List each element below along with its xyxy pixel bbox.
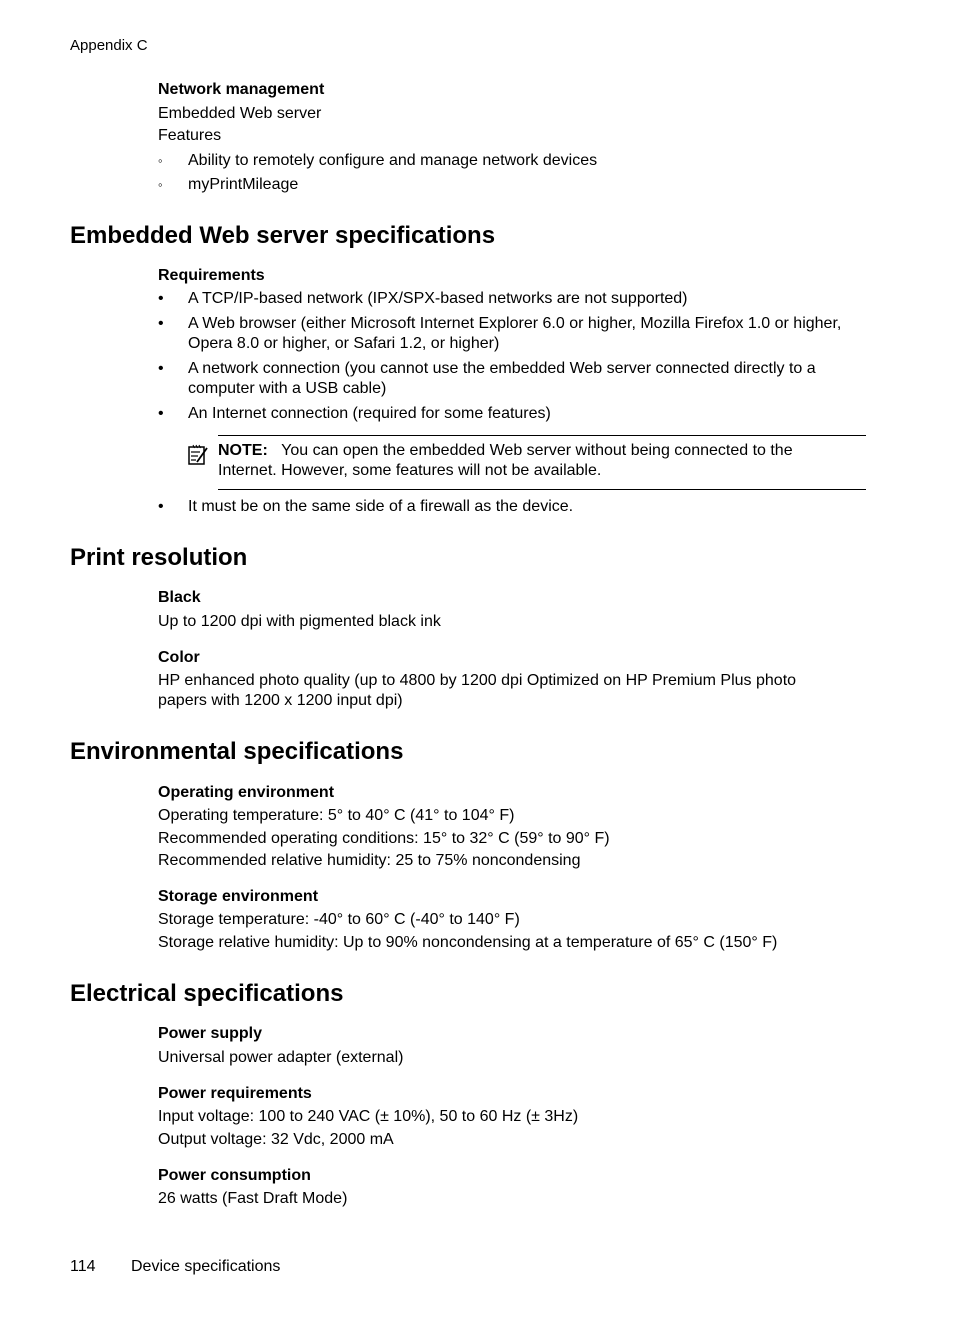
heading-ews-specifications: Embedded Web server specifications: [70, 222, 496, 249]
list-item: • A TCP/IP-based network (IPX/SPX-based networks are not supported): [158, 290, 688, 307]
operating-line: Recommended relative humidity: 25 to 75% noncondensing: [158, 852, 581, 869]
operating-line: Recommended operating conditions: 15° to 32° C (59° to 90° F): [158, 830, 610, 847]
list-item: • It must be on the same side of a firewall as the device.: [158, 498, 574, 515]
storage-environment-label: Storage environment: [158, 888, 319, 905]
operating-line: Operating temperature: 5° to 40° C (41° to 104° F): [158, 807, 515, 824]
black-label: Black: [158, 589, 201, 606]
heading-print-resolution: Print resolution: [70, 544, 248, 571]
list-item: • An Internet connection (required for some features): [158, 405, 551, 422]
note-icon: [186, 443, 210, 467]
power-requirements-line: Input voltage: 100 to 240 VAC (± 10%), 50 to 60 Hz (± 3Hz): [158, 1108, 579, 1125]
list-item: • A Web browser (either Microsoft Internet Explorer 6.0 or higher, Mozilla Firefox 1.0 or higher, Opera 8.0 or higher, or Safari 1.2, or higher): [158, 315, 842, 352]
network-management-label: Network management: [158, 81, 325, 98]
note-top-rule: [218, 435, 866, 436]
storage-line: Storage relative humidity: Up to 90% noncondensing at a temperature of 65° C (150° F): [158, 934, 778, 951]
color-label: Color: [158, 649, 200, 666]
heading-environmental-specifications: Environmental specifications: [70, 738, 404, 765]
network-line-ews: Embedded Web server: [158, 105, 322, 122]
requirements-label: Requirements: [158, 267, 265, 284]
page-number: 114: [70, 1258, 96, 1275]
color-text: HP enhanced photo quality (up to 4800 by 1200 dpi Optimized on HP Premium Plus photo papers with 1200 x 1200 input dpi): [158, 672, 797, 709]
power-requirements-line: Output voltage: 32 Vdc, 2000 mA: [158, 1131, 394, 1148]
note-label: NOTE:: [218, 442, 268, 459]
power-consumption-label: Power consumption: [158, 1167, 311, 1184]
footer-section-title: Device specifications: [131, 1258, 281, 1275]
note-bottom-rule: [218, 489, 866, 490]
bullet-mark: ◦: [158, 177, 163, 192]
power-supply-label: Power supply: [158, 1025, 263, 1042]
power-consumption-text: 26 watts (Fast Draft Mode): [158, 1190, 348, 1207]
bullet-mark: ◦: [158, 153, 163, 168]
running-head: Appendix C: [70, 37, 148, 54]
list-item: ◦ Ability to remotely configure and manage network devices: [158, 152, 598, 169]
operating-environment-label: Operating environment: [158, 784, 335, 801]
bullet-mark: •: [158, 360, 164, 377]
bullet-mark: •: [158, 498, 164, 515]
power-supply-text: Universal power adapter (external): [158, 1049, 404, 1066]
storage-line: Storage temperature: -40° to 60° C (-40° to 140° F): [158, 911, 520, 928]
bullet-mark: •: [158, 290, 164, 307]
bullet-mark: •: [158, 315, 164, 332]
list-item: ◦ myPrintMileage: [158, 176, 299, 193]
network-line-features: Features: [158, 127, 222, 144]
list-item: • A network connection (you cannot use the embedded Web server connected directly to a computer with a USB cable): [158, 360, 816, 397]
bullet-mark: •: [158, 405, 164, 422]
heading-electrical-specifications: Electrical specifications: [70, 980, 344, 1007]
black-text: Up to 1200 dpi with pigmented black ink: [158, 613, 441, 630]
note-text: You can open the embedded Web server without being connected to the Internet. However, some features will not be available.: [218, 442, 793, 479]
note-content: [218, 441, 838, 481]
power-requirements-label: Power requirements: [158, 1085, 312, 1102]
